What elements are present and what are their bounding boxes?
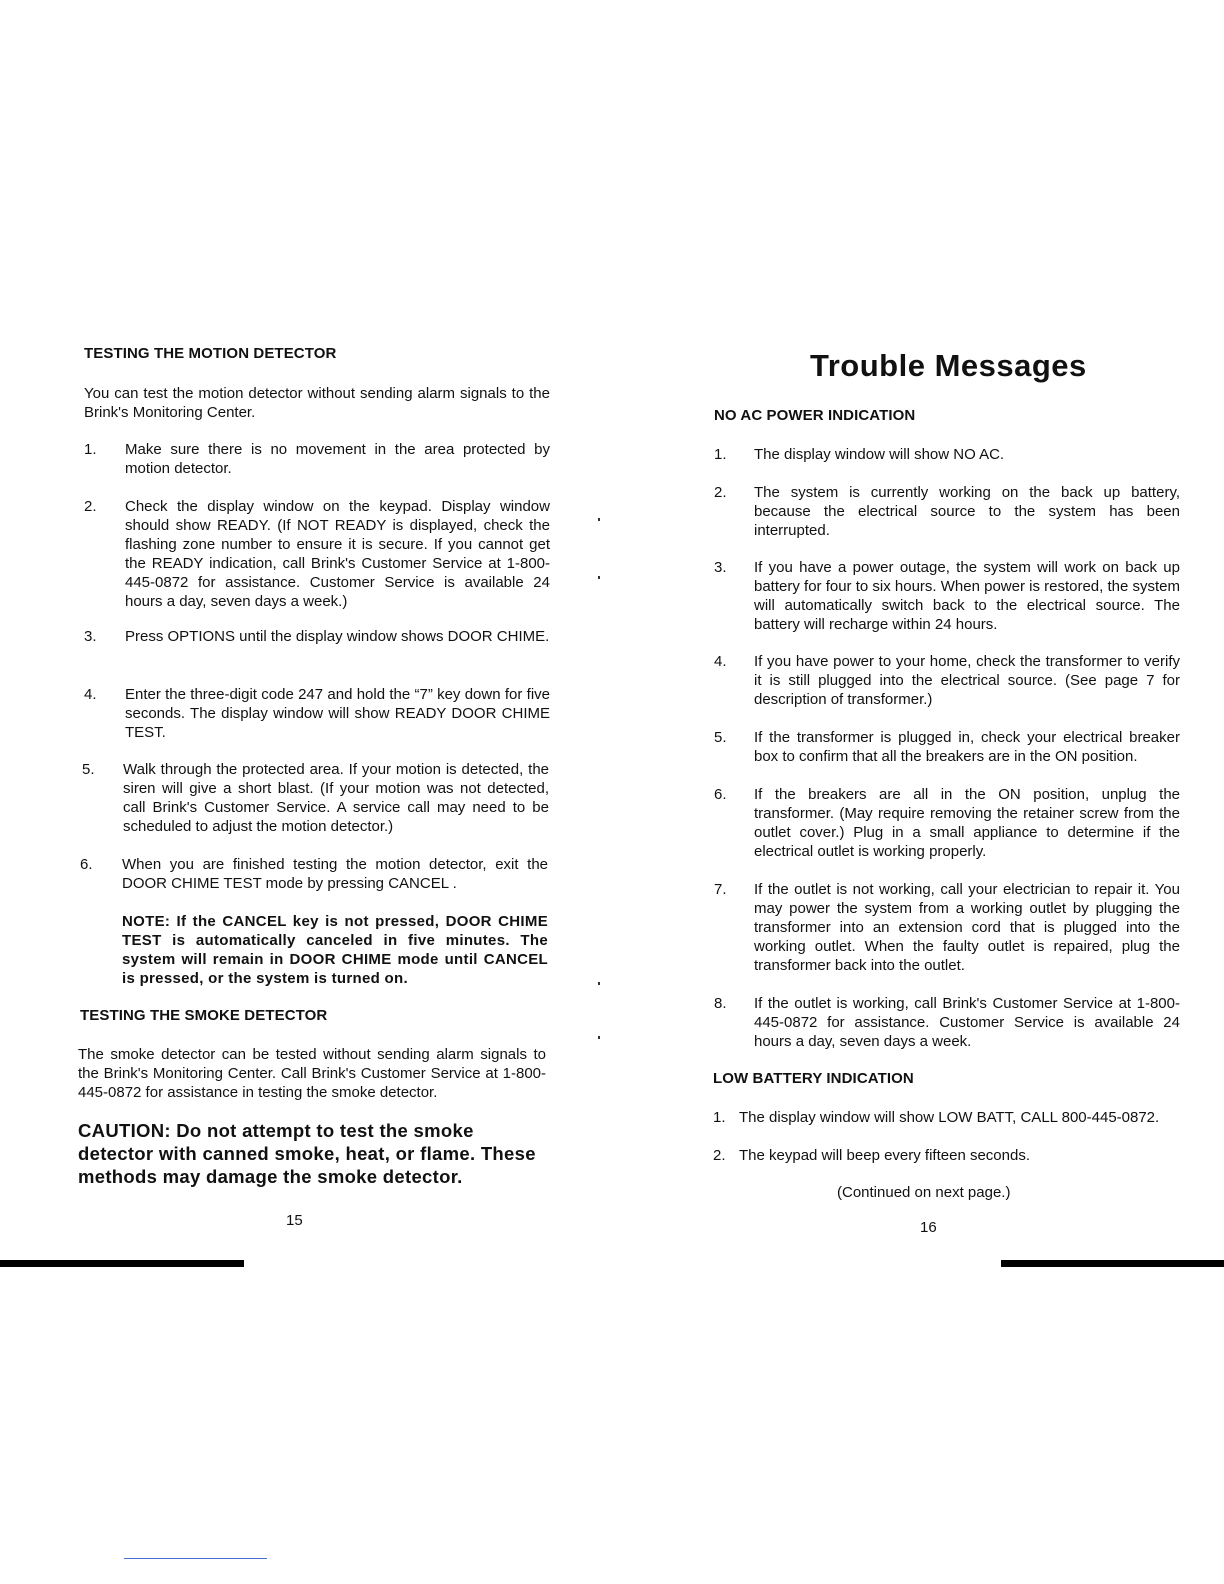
step-number: 2. [84, 498, 97, 515]
step-number: 6. [714, 786, 727, 803]
page-number: 16 [920, 1219, 937, 1236]
scan-speck [598, 1036, 600, 1039]
step-text: If the breakers are all in the ON position, unplug the transformer. (May require removing the retainer screw from the outlet cover.) Plug in a small appliance to determine if the electrical outlet is working properly. [754, 786, 1180, 860]
caution-text: CAUTION: Do not attempt to test the smoke detector with canned smoke, heat, or flame. These methods may damage the smoke detector. [78, 1120, 536, 1187]
step-number: 8. [714, 995, 727, 1012]
step-text: The display window will show NO AC. [754, 446, 1005, 463]
step-text: The display window will show LOW BATT, CALL 800-445-0872. [739, 1109, 1160, 1126]
step-number: 3. [84, 628, 97, 645]
step-text: If the transformer is plugged in, check your electrical breaker box to confirm that all the breakers are in the ON position. [754, 729, 1180, 765]
step-text: If you have a power outage, the system will work on back up battery for four to six hours. When power is restored, the system will automatically switch back to the electrical source. The battery will recharge within 24 hours. [754, 559, 1181, 633]
page-number: 15 [286, 1212, 303, 1229]
step-number: 2. [714, 484, 727, 501]
step-text: Press OPTIONS until the display window shows DOOR CHIME. [125, 628, 550, 645]
step-number: 4. [714, 653, 727, 670]
step-number: 2. [713, 1147, 726, 1164]
step-text: Make sure there is no movement in the area protected by motion detector. [125, 441, 550, 477]
smoke-detector-heading: TESTING THE SMOKE DETECTOR [80, 1007, 328, 1024]
step-text: The keypad will beep every fifteen seconds. [739, 1147, 1030, 1164]
page-title: Trouble Messages [810, 348, 1087, 383]
bottom-rule [1001, 1260, 1224, 1267]
step-number: 4. [84, 686, 97, 703]
scan-speck [598, 576, 600, 579]
step-text: Walk through the protected area. If your motion is detected, the siren will give a short blast. (If your motion was not detected, call Brink's Customer Service. A service call may need to be scheduled to adjust the motion detector.) [123, 761, 549, 835]
step-text: If the outlet is not working, call your electrician to repair it. You may power the system from a working outlet by plugging the transformer into an extension cord that is plugged into the working outlet. When the faulty outlet is repaired, plug the transformer back into the outlet. [754, 881, 1180, 974]
step-text: Check the display window on the keypad. Display window should show READY. (If NOT READY is displayed, check the flashing zone number to ensure it is secure. If you cannot get the READY indication, call Brink's Customer Service at 1-800-445-0872 for assistance. Customer Service is available 24 hours a day, seven days a week.) [125, 498, 550, 610]
step-text: Enter the three-digit code 247 and hold the “7” key down for five seconds. The display window will show READY DOOR CHIME TEST. [125, 686, 550, 741]
step-text: If the outlet is working, call Brink's Customer Service at 1-800-445-0872 for assistance. Customer Service is available 24 hours a day, seven days a week. [754, 995, 1180, 1050]
scan-speck [598, 982, 600, 985]
step-text: If you have power to your home, check the transformer to verify it is still plugged into the electrical source. (See page 7 for description of transformer.) [754, 653, 1180, 708]
step-number: 7. [714, 881, 727, 898]
low-battery-heading: LOW BATTERY INDICATION [713, 1070, 914, 1087]
step-text: When you are finished testing the motion detector, exit the DOOR CHIME TEST mode by pressing CANCEL . [122, 856, 548, 892]
step-number: 5. [82, 761, 95, 778]
step-number: 6. [80, 856, 93, 873]
note-cancel: NOTE: If the CANCEL key is not pressed, DOOR CHIME TEST is automatically canceled in five minutes. The system will remain in DOOR CHIME mode until CANCEL is pressed, or the system is turned on. [122, 913, 548, 987]
step-number: 5. [714, 729, 727, 746]
step-number: 1. [713, 1109, 726, 1126]
step-number: 1. [84, 441, 97, 458]
motion-intro: You can test the motion detector without sending alarm signals to the Brink's Monitoring Center. [84, 385, 550, 421]
motion-detector-heading: TESTING THE MOTION DETECTOR [84, 345, 337, 362]
step-number: 1. [714, 446, 727, 463]
bottom-rule [0, 1260, 244, 1267]
step-text: The system is currently working on the back up battery, because the electrical source to the system has been interrupted. [754, 484, 1180, 539]
no-ac-heading: NO AC POWER INDICATION [714, 407, 916, 424]
continued-note: (Continued on next page.) [837, 1184, 1011, 1201]
smoke-intro: The smoke detector can be tested without sending alarm signals to the Brink's Monitoring Center. Call Brink's Customer Service at 1-800-445-0872 for assistance in testing the smoke detector. [78, 1046, 546, 1101]
scan-speck [598, 518, 600, 521]
divider-line [124, 1558, 267, 1559]
step-number: 3. [714, 559, 727, 576]
